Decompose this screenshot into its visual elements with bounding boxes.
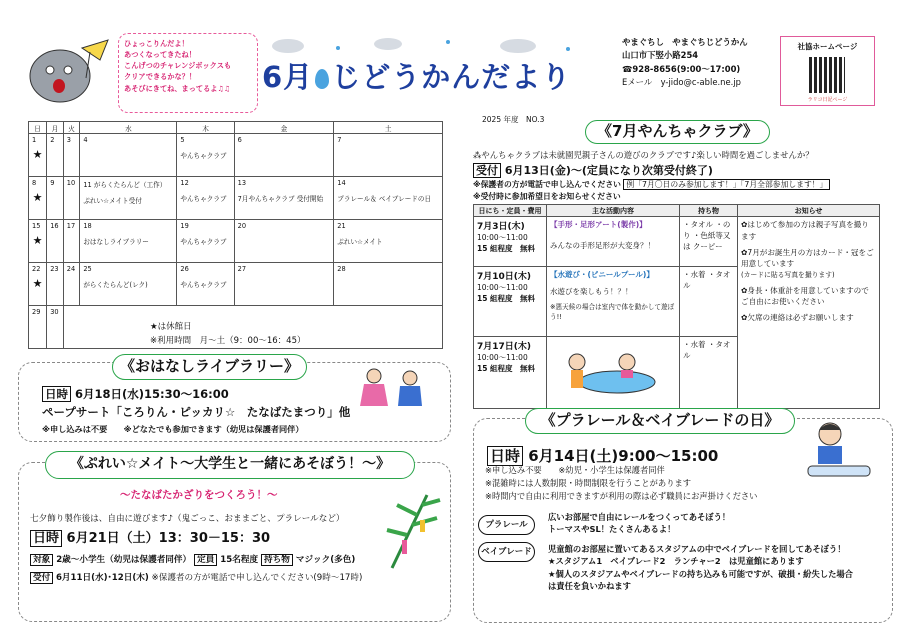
calendar-day-cell: [29, 306, 47, 349]
calendar-day-cell: [63, 220, 80, 263]
table-row: [474, 217, 880, 267]
calendar-day-cell: [47, 263, 64, 306]
ohanashi-note: ※申し込みは不要 ※どなたでも参加できます（幼児は保護者同伴）: [42, 424, 304, 434]
calendar-day-cell: [47, 220, 64, 263]
day-number: 26: [180, 265, 189, 273]
plarail-date: 6月14日(土)9:00～15:00: [528, 447, 719, 465]
contact-info: [612, 36, 770, 108]
col-header: お知らせ: [738, 205, 880, 217]
day-event: やんちゃクラブ: [180, 281, 227, 289]
target-label: 対象: [30, 554, 53, 566]
bubble-line: クリアできるかな？！: [124, 72, 197, 82]
notice-item: (カードに貼る写真を撮ります): [741, 271, 835, 280]
calendar-day-cell: [63, 134, 80, 177]
qr-code-icon[interactable]: [809, 57, 845, 93]
calendar-note: [150, 321, 305, 348]
day-number: 8: [32, 179, 37, 187]
calendar-day-cell: [29, 220, 47, 263]
day-number: 16: [50, 222, 59, 230]
homepage-label: 社協ホームページ: [797, 42, 858, 51]
bubble-line: こんげつのチャレンジボックスも: [124, 61, 232, 71]
page-title: [262, 55, 572, 105]
calendar-week-row: [29, 220, 443, 263]
hours-note: ※利用時間 月～土（9：00～16：45）: [150, 335, 306, 346]
row-time: 10:00～11:00: [477, 283, 528, 292]
calendar-weekday-header: 木: [177, 122, 234, 134]
email[interactable]: Eメール y-jido@c-able.ne.jp: [622, 77, 741, 88]
playmate-reception: 6月11日(水)･12日(木): [55, 573, 149, 583]
phone: ☎928-8656(9:00～17:00): [622, 63, 741, 74]
day-event: やんちゃクラブ: [180, 152, 227, 160]
day-number: 23: [50, 265, 59, 273]
ohanashi-program: ペープサート「ころりん・ピッカリ☆ たなばたまつり」他: [42, 404, 351, 419]
yancha-intro: ⁂やんちゃクラブは未就園児親子さんの遊びのクラブです♪楽しい時間を過ごしませんか？: [473, 150, 814, 160]
day-number: 24: [66, 265, 76, 273]
day-number: 10: [66, 179, 76, 187]
closed-note: ★は休館日: [150, 322, 192, 332]
day-event: がらくたらんど(レク): [83, 281, 148, 289]
day-number: 7: [337, 136, 342, 144]
closed-star-icon: ★: [32, 234, 43, 247]
day-number: 30: [50, 308, 59, 316]
row-time: 10:00～11:00: [477, 233, 528, 242]
raindrop-icon: [315, 69, 329, 89]
calendar-weekday-header: 金: [234, 122, 334, 134]
closed-star-icon: ★: [32, 277, 43, 290]
calendar-week-row: [29, 134, 443, 177]
calendar-day-cell: [47, 134, 64, 177]
calendar-weekday-header: 日: [29, 122, 47, 134]
beyblade-desc-line: ★個人のスタジアムやベイブレードの持ち込みも可能ですが、破損・紛失した場合: [548, 568, 853, 579]
row-date: 7月10日(木): [477, 272, 532, 282]
row-activity-body: 水遊びを楽しもう！？！: [550, 287, 633, 296]
col-header: 持ち物: [680, 205, 738, 217]
yancha-reception: 6月13日(金)～(定員になり次第受付終了): [504, 164, 713, 177]
calendar-day-cell: [234, 177, 334, 220]
row-activity-title: 【水遊び・(ビニールプール)】: [550, 270, 654, 279]
yancha-example: 例「7月〇日のみ参加します！」「7月全部参加します！」: [623, 179, 830, 190]
row-items: ・水着 ・タオル: [680, 337, 738, 409]
row-items: ・タオル ・のり ・色紙等又は クーピー: [680, 217, 738, 267]
calendar-day-cell: [80, 134, 177, 177]
issue-number: 2025 年度 NO.3: [482, 115, 545, 124]
day-number: 1: [32, 136, 37, 144]
bamboo-decoration: [382, 490, 442, 570]
day-number: 18: [83, 222, 92, 230]
calendar-day-cell: [29, 263, 47, 306]
plarail-heading: 《プラレール＆ベイブレードの日》: [525, 408, 795, 434]
calendar-day-cell: [47, 306, 64, 349]
day-event: やんちゃクラブ: [180, 238, 227, 246]
calendar-day-cell: [80, 220, 177, 263]
playmate-target: 2歳～小学生（幼児は保護者同伴）: [56, 555, 192, 565]
boy-playing-illustration: [800, 418, 875, 483]
calendar-day-cell: [29, 177, 47, 220]
beyblade-desc: [548, 543, 853, 593]
day-event: ぷれい☆メイト受付: [83, 197, 142, 205]
date-label: 日時: [487, 446, 523, 466]
calendar-day-cell: [234, 263, 334, 306]
col-header: 主な活動内容: [547, 205, 680, 217]
yancha-schedule-table: [473, 204, 880, 409]
day-event: ぷれい☆メイト: [337, 238, 383, 246]
closed-star-icon: ★: [32, 148, 43, 161]
mascot-illustration: [20, 38, 115, 108]
playmate-date: 6月21日（土）13：30－15：30: [66, 531, 271, 546]
calendar-week-row: [29, 263, 443, 306]
beyblade-desc-line: ★スタジアム1 ベイブレード2 ランチャー2 は児童館にあります: [548, 556, 804, 567]
row-capacity: 15 組程度 無料: [477, 364, 536, 373]
tanabata-couple-illustration: [352, 362, 432, 407]
clouds-decoration: [268, 34, 598, 54]
calendar-day-cell: [29, 134, 47, 177]
day-event: プラレール＆ ベイブレードの日: [337, 195, 432, 203]
calendar-weekday-header: 月: [47, 122, 64, 134]
day-number: 12: [180, 179, 189, 187]
calendar-weekday-header: 水: [80, 122, 177, 134]
calendar-day-cell: [234, 220, 334, 263]
calendar-day-cell: [177, 134, 234, 177]
day-number: 21: [337, 222, 346, 230]
plarail-note: ※時間内で自由に利用できますが利用の際は必ず職員にお声掛けください: [485, 491, 758, 501]
reception-label: 受付: [30, 572, 53, 584]
row-activity-body: みんなの手形足形が大変身？！: [550, 241, 655, 250]
day-number: 28: [337, 265, 346, 273]
playmate-reception-note: ※保護者の方が電話で申し込んでください(9時～17時): [151, 573, 363, 583]
beyblade-desc-line: 児童館のお部屋に置いてあるスタジアムの中でベイブレードを回してあそぼう！: [548, 544, 846, 554]
beyblade-desc-line: は責任を負いかねます: [548, 581, 631, 592]
day-number: 6: [237, 136, 242, 144]
row-date: 7月17日(木): [477, 342, 532, 352]
bubble-line: ひょっこりんだよ！: [124, 39, 189, 48]
title-text: じどうかんだより: [331, 60, 572, 94]
bubble-line: あつくなってきたね！: [124, 50, 196, 60]
row-capacity: 15 組程度 無料: [477, 244, 536, 253]
notice-item: ✿はじめて参加の方は親子写真を撮ります: [741, 220, 869, 241]
notice-item: ✿身長・体重計を用意していますのでご自由にお使いください: [741, 285, 869, 307]
calendar-day-cell: [80, 263, 177, 306]
day-number: 17: [66, 222, 76, 230]
day-number: 15: [32, 222, 41, 230]
day-number: 2: [50, 136, 55, 144]
bring-label: 持ち物: [261, 554, 293, 566]
day-number: 25: [83, 265, 92, 273]
playmate-desc: 七夕飾り製作後は、自由に遊びます♪（鬼ごっこ、おままごと、プラレールなど）: [30, 514, 345, 524]
calendar-day-cell: [334, 134, 443, 177]
row-date: 7月3日(木): [477, 222, 525, 232]
day-number: 29: [32, 308, 41, 316]
day-number: 11 がらくたらんど（工作）: [83, 181, 167, 189]
homepage-sub: ラリコ日記ページ: [807, 97, 848, 103]
reception-label: 受付: [473, 163, 501, 178]
org-name: やまぐちし やまぐちじどうかん: [622, 37, 748, 47]
calendar: [28, 121, 443, 349]
calendar-weekday-header: 火: [63, 122, 80, 134]
plarail-note: ※申し込み不要 ※幼児・小学生は保護者同伴: [485, 465, 665, 475]
calendar-weekday-header: 土: [334, 122, 443, 134]
bubble-line: あそびにきてね、まってるよ♫♫: [124, 83, 231, 93]
col-header: 日にち・定員・費用: [474, 205, 547, 217]
yancha-heading: 《7月やんちゃクラブ》: [585, 120, 770, 144]
row-time: 10:00～11:00: [477, 353, 528, 362]
day-number: 20: [237, 222, 247, 230]
day-number: 13: [237, 179, 247, 187]
address: 山口市下竪小路254: [622, 50, 699, 61]
day-event: 7月やんちゃクラブ 受付開始: [237, 195, 324, 203]
row-activity-note: ※悪天候の場合は室内で体を動かして遊ぼう!!: [550, 303, 675, 321]
day-number: 27: [237, 265, 247, 273]
calendar-day-cell: [63, 263, 80, 306]
homepage-qr-box[interactable]: [780, 36, 875, 106]
calendar-day-cell: [63, 177, 80, 220]
calendar-day-cell: [80, 177, 177, 220]
notice-item: ✿欠席の連絡は必ずお願いします: [741, 313, 854, 323]
notice-item: ✿7月がお誕生月の方はカード・冠をご用意しています: [741, 247, 874, 269]
playmate-subtitle: ～たなばたかざりをつくろう！～: [120, 489, 278, 501]
plarail-desc: [548, 511, 730, 536]
beyblade-tag: ベイブレード: [478, 542, 535, 562]
day-number: 3: [66, 136, 71, 144]
calendar-week-row: [29, 177, 443, 220]
closed-star-icon: ★: [32, 191, 43, 204]
calendar-day-cell: [177, 220, 234, 263]
day-number: 4: [83, 136, 88, 144]
calendar-day-cell: [177, 263, 234, 306]
playmate-heading: 《ぷれい☆メイト～大学生と一緒にあそぼう！～》: [45, 451, 415, 479]
day-number: 5: [180, 136, 185, 144]
plarail-desc-line: 広いお部屋で自由にレールをつくってあそぼう！: [548, 512, 731, 522]
date-label: 日時: [30, 530, 62, 547]
plarail-tag: プラレール: [478, 515, 535, 535]
day-number: 22: [32, 265, 41, 273]
calendar-day-cell: [334, 177, 443, 220]
yancha-note2: ※受付時に参加希望日をお知らせください: [473, 192, 621, 201]
calendar-day-cell: [334, 263, 443, 306]
date-label: 日時: [42, 386, 71, 402]
yancha-note1: ※保護者の方が電話で申し込んでください: [473, 180, 621, 189]
capacity-label: 定員: [194, 554, 217, 566]
playmate-bring: マジック(多色): [295, 555, 356, 565]
plarail-note: ※混雑時には人数制限・時間制限を行うことがあります: [485, 478, 692, 488]
calendar-day-cell: [47, 177, 64, 220]
day-event: やんちゃクラブ: [180, 195, 227, 203]
ohanashi-date: 6月18日(水)15:30～16:00: [75, 387, 229, 401]
row-activity-title: 【手形・足形アート(製作)】: [550, 220, 647, 229]
speech-bubble: [118, 33, 258, 113]
title-month: 6月: [262, 60, 314, 94]
plarail-desc-line: トーマスやSL！たくさんあるよ！: [548, 524, 676, 535]
calendar-day-cell: [334, 220, 443, 263]
day-number: 19: [180, 222, 189, 230]
row-items: ・水着 ・タオル: [680, 267, 738, 337]
ohanashi-heading: 《おはなしライブラリー》: [112, 354, 307, 380]
calendar-day-cell: [234, 134, 334, 177]
ohanashi-body: [42, 386, 350, 422]
day-number: 14: [337, 179, 346, 187]
day-number: 9: [50, 179, 55, 187]
calendar-day-cell: [177, 177, 234, 220]
playmate-capacity: 15名程度: [220, 555, 259, 565]
pool-illustration: [562, 340, 662, 395]
row-capacity: 15 組程度 無料: [477, 294, 536, 303]
day-event: おはなしライブラリー: [83, 238, 149, 246]
